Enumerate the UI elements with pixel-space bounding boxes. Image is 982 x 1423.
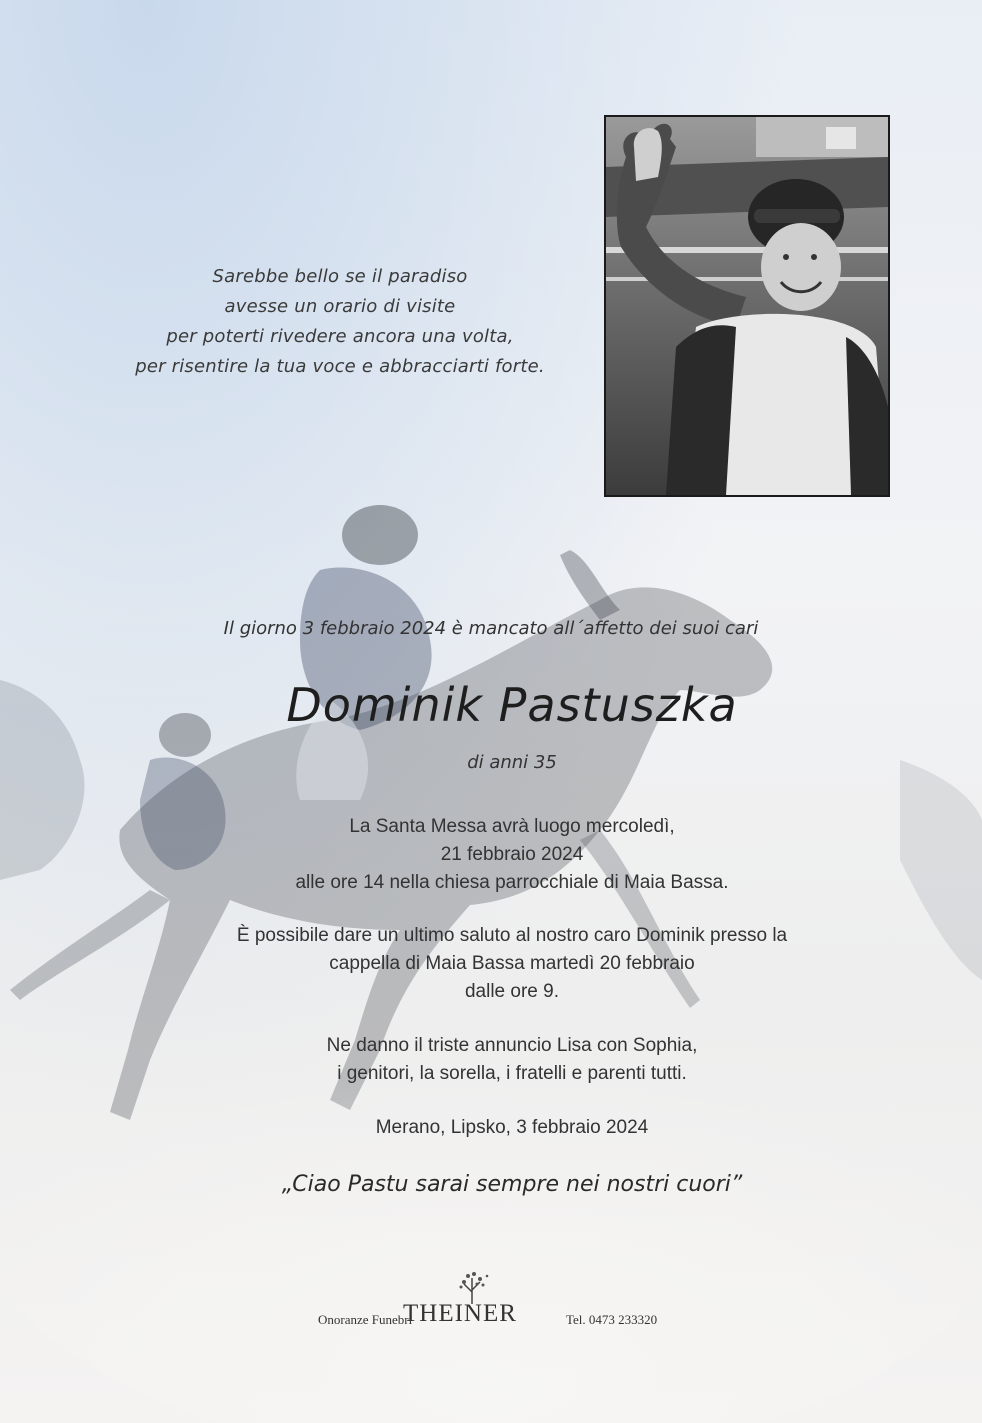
poem-line: Sarebbe bello se il paradiso xyxy=(212,266,468,287)
viewing-line: È possibile dare un ultimo saluto al nostro caro Dominik presso la xyxy=(236,925,788,946)
viewing-line: dalle ore 9. xyxy=(464,981,559,1002)
memorial-poem xyxy=(110,262,570,382)
deceased-name: Dominik Pastuszka xyxy=(286,678,738,732)
poem-line: avesse un orario di visite xyxy=(224,296,456,317)
funeral-mass-details xyxy=(0,813,982,897)
mass-line: La Santa Messa avrà luogo mercoledì, xyxy=(349,816,675,837)
mass-line: alle ore 14 nella chiesa parrocchiale di Maia Bassa. xyxy=(295,872,729,893)
funeral-home-brand: THEINER xyxy=(403,1300,517,1327)
jockey-photo-image xyxy=(606,117,888,495)
viewing-line: cappella di Maia Bassa martedì 20 febbraio xyxy=(329,953,695,974)
farewell-quote: „Ciao Pastu sarai sempre nei nostri cuori” xyxy=(281,1172,743,1197)
poem-line: per risentire la tua voce e abbracciarti forte. xyxy=(135,356,545,377)
poem-line: per poterti rivedere ancora una volta, xyxy=(166,326,514,347)
place-date-text: Merano, Lipsko, 3 febbraio 2024 xyxy=(375,1117,649,1138)
mass-line: 21 febbraio 2024 xyxy=(440,844,584,865)
deceased-age: di anni 35 xyxy=(467,752,557,773)
funeral-home-prefix: Onoranze Funebri xyxy=(318,1312,413,1327)
funeral-home-footer xyxy=(318,1268,678,1338)
family-announcement xyxy=(0,1032,982,1088)
place-and-date xyxy=(0,1114,982,1142)
portrait-photo xyxy=(604,115,890,497)
funeral-home-phone: Tel. 0473 233320 xyxy=(566,1312,658,1327)
viewing-details xyxy=(0,922,982,1006)
announce-line: Ne danno il triste annuncio Lisa con Sophia, xyxy=(326,1035,698,1056)
tree-icon xyxy=(452,1270,492,1304)
death-announcement-intro: Il giorno 3 febbraio 2024 è mancato all´affetto dei suoi cari xyxy=(223,618,759,639)
announce-line: i genitori, la sorella, i fratelli e parenti tutti. xyxy=(337,1063,687,1084)
